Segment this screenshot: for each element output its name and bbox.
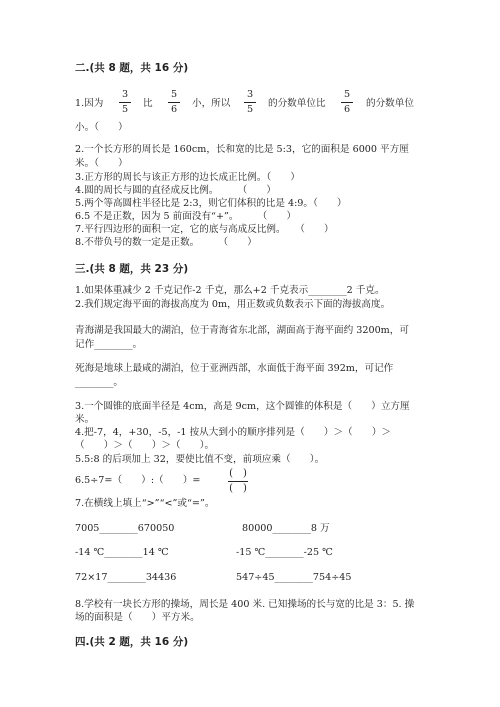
s3-q4-line2: （ ）＞（ ）＞（ ）。 [75, 440, 215, 451]
q7: 7.平行四边形的面积一定，它的底与高成反比例。 （ ） [75, 224, 334, 235]
fraction: 5 6 [168, 89, 180, 116]
compare-item: 80000________8 万 [242, 523, 330, 534]
s3-q8-line2: 场的面积是（ ）平方米。 [75, 612, 200, 623]
q1-text-4: 的分数单位比 [268, 98, 326, 109]
q2-line2: 米。（ ） [75, 158, 128, 169]
s3-q4-line1: 4.把-7，4，+30，-5，-1 按从大到小的顺序排列是（ ）＞（ ）＞ [75, 427, 392, 438]
s3-q6: 6.5÷7=（ ）:（ ）= [75, 475, 201, 486]
q3: 3.正方形的周长与该正方形的边长成正比例。（ ） [75, 172, 301, 183]
compare-item: -15 ℃________-25 ℃ [236, 547, 333, 558]
fraction: 5 6 [341, 89, 353, 116]
s3-q7: 7.在横线上填上“>”“<”或“=”。 [75, 498, 215, 509]
compare-item: 547÷45________754÷45 [236, 572, 352, 583]
section-title: 三.(共 8 题，共 23 分) [75, 263, 189, 275]
s3-q2: 2.我们规定海平面的海拔高度为 0m，用正数或负数表示下面的海拔高度。 [75, 299, 391, 310]
q8: 8.不带负号的数一定是正数。 （ ） [75, 237, 257, 248]
fraction: 3 5 [244, 89, 256, 116]
s3-q5: 5.5:8 的后项加上 32，要使比值不变，前项应乘（ ）。 [75, 454, 325, 465]
compare-item: 7005________670050 [75, 523, 175, 534]
fraction: 3 5 [119, 89, 131, 116]
q1-text-5: 的分数单位 [366, 98, 414, 109]
s3-q8-line1: 8.学校有一块长方形的操场，周长是 400 米. 已知操场的长与宽的比是 3：5. 操 [75, 599, 415, 610]
s3-q3-line2: 米。 [75, 414, 95, 425]
section-title: 二.(共 8 题，共 16 分) [75, 62, 189, 74]
s3-q1: 1.如果体重减少 2 千克记作-2 千克，那么+2 千克表示________2 千克。 [75, 285, 385, 296]
q4: 4.圆的周长与圆的直径成反比例。 （ ） [75, 185, 277, 196]
q2-line1: 2.一个长方形的周长是 160cm，长和宽的比是 5:3，它的面积是 6000 平方厘 [75, 144, 409, 155]
q1-text-3: 小，所以 [192, 98, 231, 109]
q1-text-2: 比 [143, 98, 153, 109]
q5: 5.两个等高圆柱半径比是 2:3，则它们体积的比是 4:9。（ ） [75, 198, 347, 209]
blank-fraction: ( ) ( ) [229, 468, 247, 494]
s3-q3-line1: 3.一个圆锥的底面半径是 4cm，高是 9cm，这个圆锥的体积是（ ）立方厘 [75, 401, 410, 412]
q1-line2: 小。（ ） [75, 122, 128, 133]
s3-q2-p1-line2: 记作________。 [75, 339, 143, 350]
s3-q2-p2-line2: ________。 [75, 377, 123, 388]
compare-item: 72×17________34436 [75, 572, 177, 583]
section-title: 四.(共 2 题，共 16 分) [75, 636, 189, 648]
q6: 6.5 不是正数，因为 5 前面没有“+”。 （ ） [75, 211, 297, 222]
s3-q2-p2-line1: 死海是地球上最咸的湖泊，位于亚洲西部，水面低于海平面 392m，可记作 [75, 363, 394, 374]
s3-q2-p1-line1: 青海湖是我国最大的湖泊，位于青海省东北部，湖面高于海平面约 3200m，可 [75, 325, 409, 336]
compare-item: -14 ℃________14 ℃ [75, 547, 169, 558]
q1-text-1: 1.因为 [75, 98, 104, 109]
